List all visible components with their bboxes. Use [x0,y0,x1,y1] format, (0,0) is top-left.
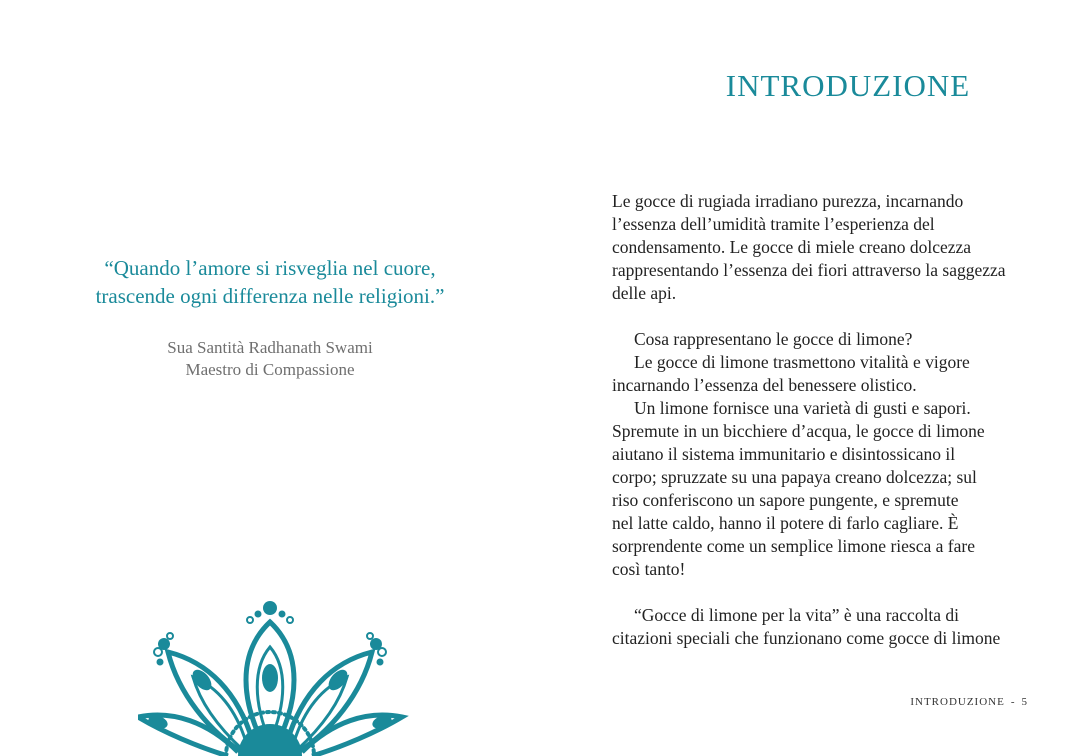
attribution-title: Maestro di Compassione [185,360,355,379]
mandala-ring-bead [287,617,293,623]
text-line: così tanto! [612,559,686,579]
text-line: rappresentando l’essenza dei fiori attraverso la saggezza [612,260,1006,280]
mandala-bead [377,659,384,666]
text-line: incarnando l’essenza del benessere olistico. [612,375,917,395]
footer-section: INTRODUZIONE [910,696,1005,708]
epigraph-quote [60,254,480,310]
page-number: 5 [1021,696,1028,708]
text-line: Le gocce di rugiada irradiano purezza, incarnando [612,191,964,211]
mandala-ring-bead [247,617,253,623]
text-line: “Gocce di limone per la vita” è una raccolta di [634,605,960,625]
text-line: Cosa rappresentano le gocce di limone? [634,329,913,349]
paragraph-gap [612,581,1042,604]
epigraph-attribution [60,337,480,381]
mandala-ring-bead [378,648,386,656]
quote-line: “Quando l’amore si risveglia nel cuore, [104,256,436,280]
mandala-ring-bead [367,633,373,639]
text-line: delle api. [612,283,677,303]
quote-line: trascende ogni differenza nelle religioni.” [95,284,445,308]
paragraph-gap [612,305,1042,328]
text-line: Spremute in un bicchiere d’acqua, le gocce di limone [612,421,985,441]
text-line: riso conferiscono un sapore pungente, e spremute [612,490,959,510]
mandala-bead [263,601,277,615]
text-line: Le gocce di limone trasmettono vitalità e vigore [634,352,970,372]
mandala-bead [279,611,286,618]
mandala-bead [157,659,164,666]
running-footer [910,696,1028,708]
text-line: citazioni speciali che funzionano come gocce di limone [612,628,1001,648]
body-text [612,190,1042,650]
attribution-name: Sua Santità Radhanath Swami [167,338,373,357]
mandala-bead [255,611,262,618]
text-line: nel latte caldo, hanno il potere di farlo cagliare. È [612,513,959,533]
text-line: sorprendente come un semplice limone riesca a fare [612,536,975,556]
text-line: condensamento. Le gocce di miele creano dolcezza [612,237,972,257]
mandala-ring-bead [167,633,173,639]
text-line: aiutano il sistema immunitario e disintossicano il [612,444,956,464]
mandala-ring-bead [154,648,162,656]
text-line: l’essenza dell’umidità tramite l’esperienza del [612,214,935,234]
text-line: corpo; spruzzate su una papaya creano dolcezza; sul [612,467,977,487]
right-page [540,0,1080,756]
footer-separator: - [1010,696,1016,708]
mandala-petal-core [262,664,278,692]
mandala-ornament [138,592,438,756]
text-line: Un limone fornisce una varietà di gusti e sapori. [634,398,971,418]
chapter-title: INTRODUZIONE [725,68,971,103]
